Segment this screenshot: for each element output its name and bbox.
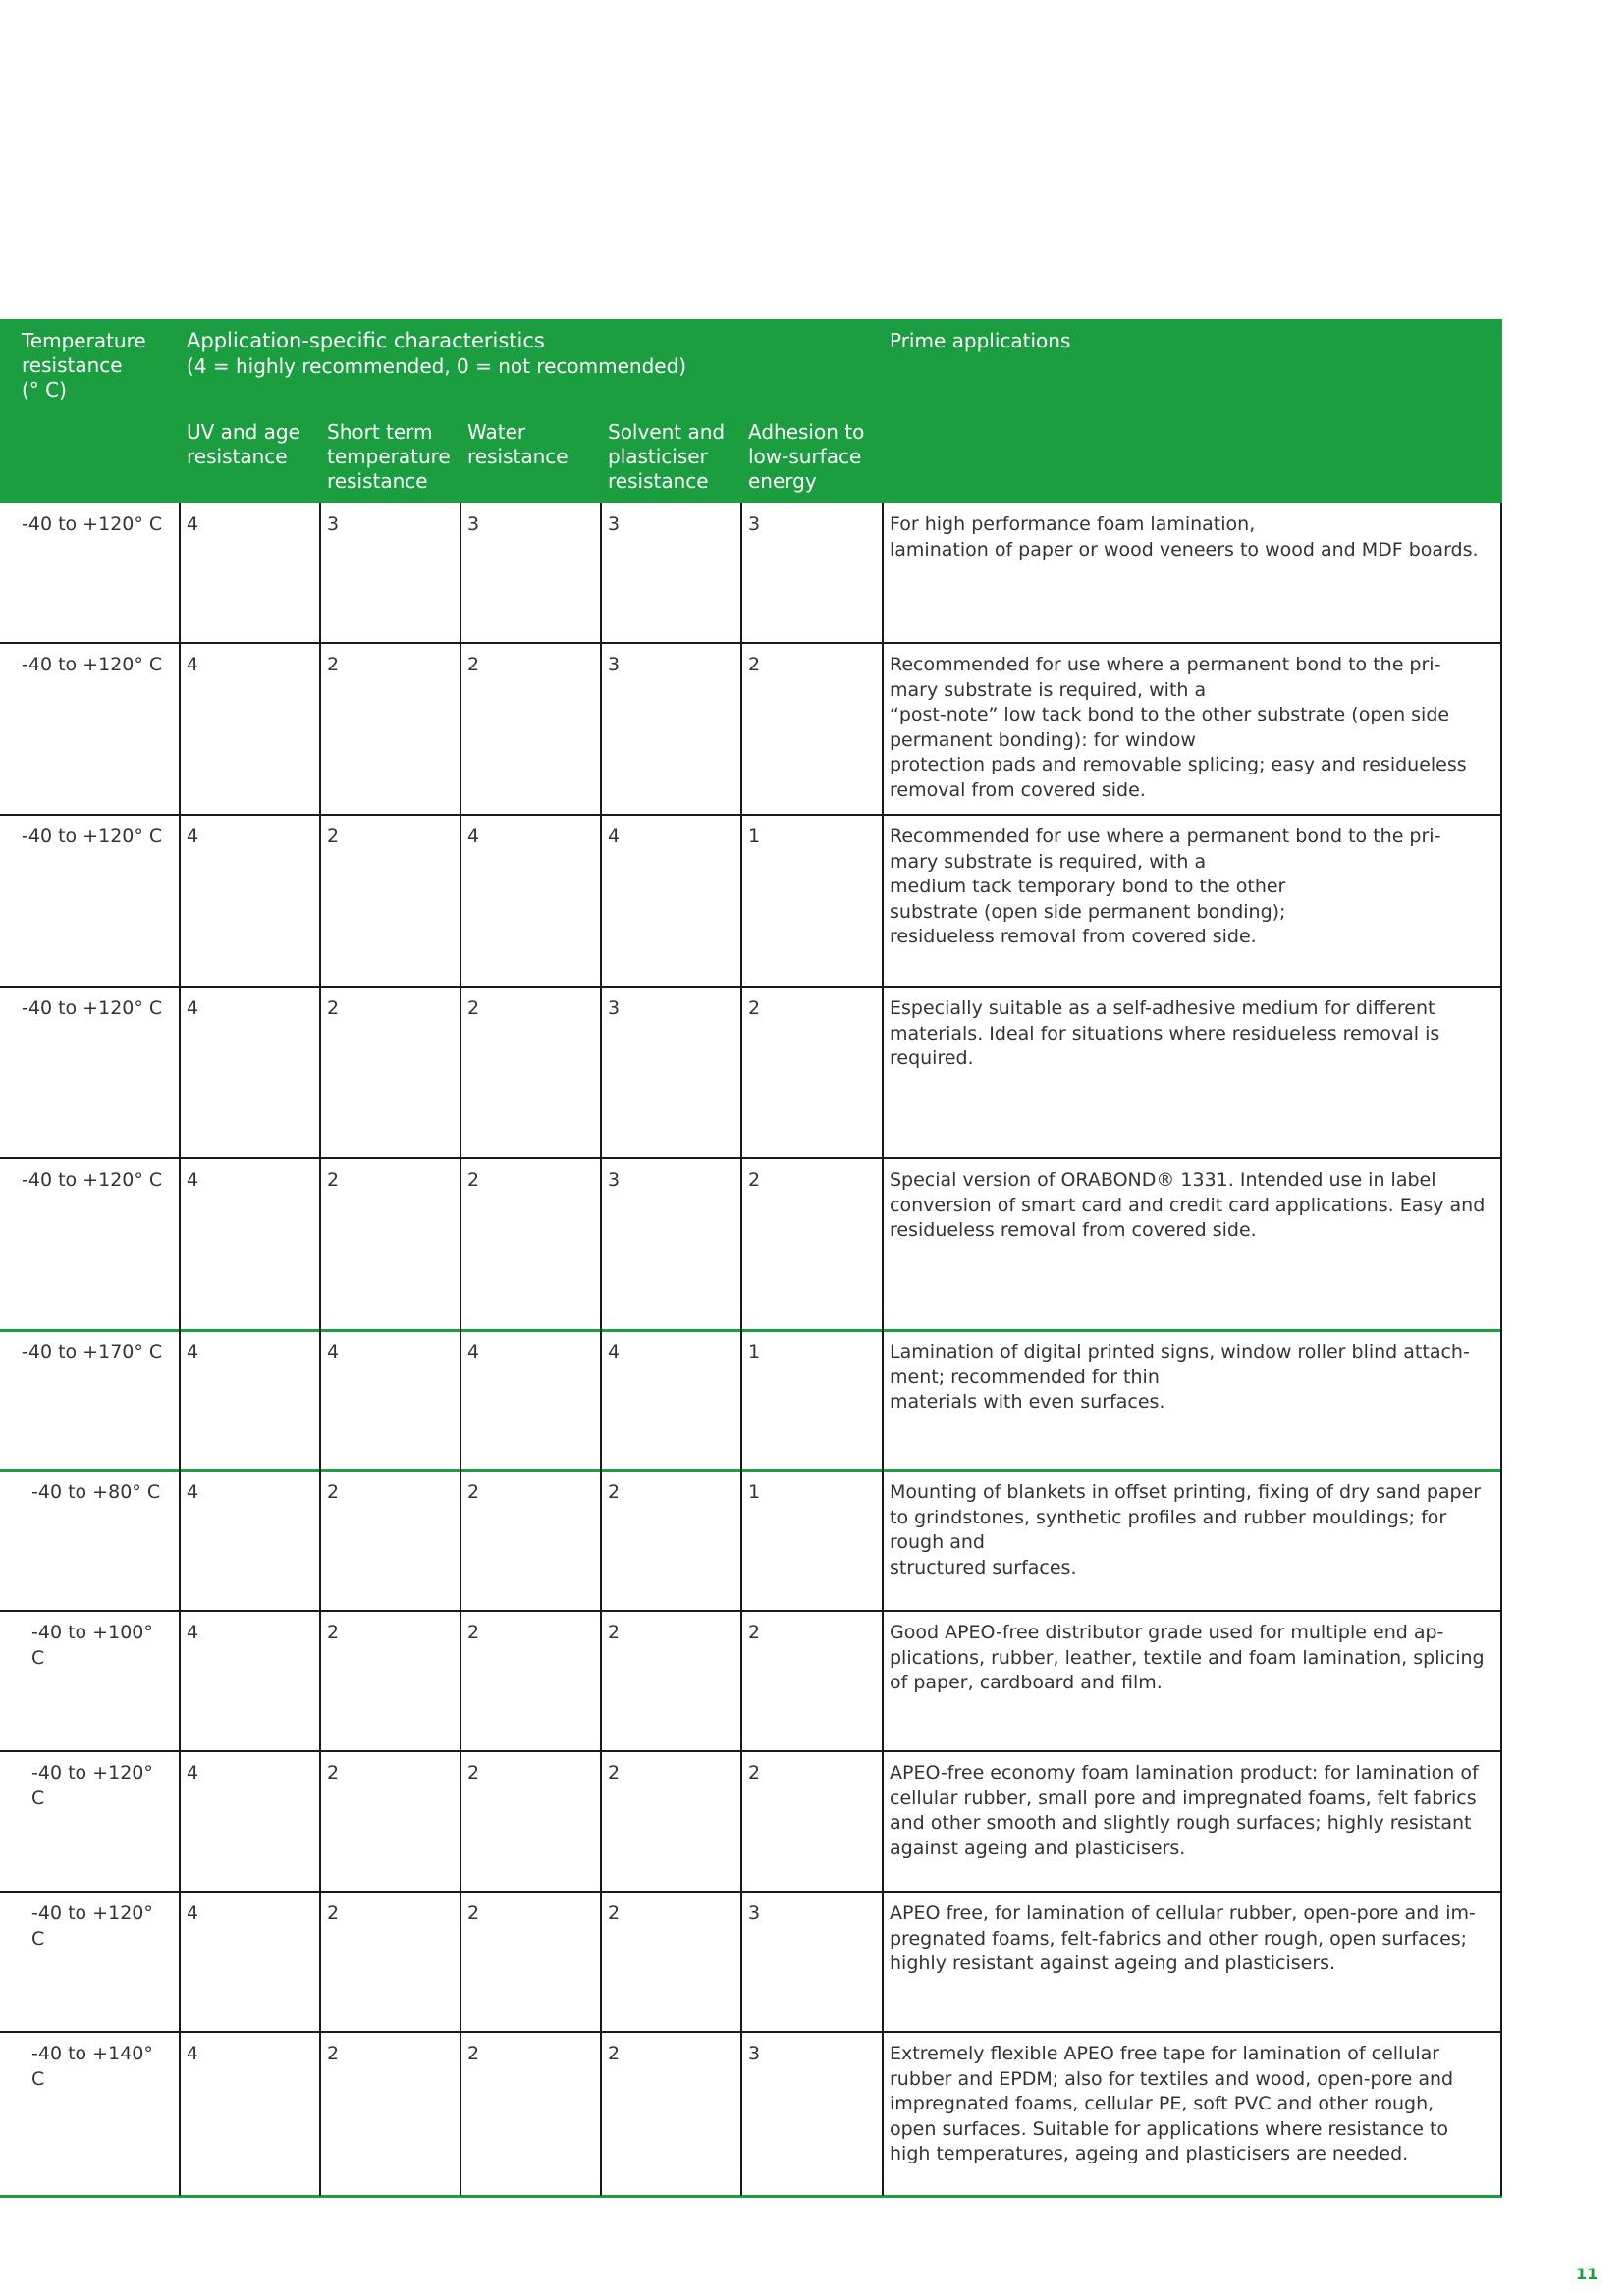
cell-uv: 4	[187, 826, 199, 847]
cell-solvent: 4	[608, 1341, 621, 1362]
cell-uv: 4	[187, 1341, 199, 1362]
column-divider	[319, 503, 321, 2196]
row-divider	[0, 1469, 1502, 1472]
table-row	[0, 1470, 1502, 1611]
cell-uv: 4	[187, 654, 199, 675]
cell-water: 2	[467, 1169, 480, 1191]
column-divider	[460, 503, 461, 2196]
cell-short-term: 2	[327, 654, 340, 675]
cell-uv: 4	[187, 997, 199, 1019]
cell-solvent: 2	[608, 2043, 621, 2064]
header-prime: Prime applications	[890, 329, 1071, 352]
cell-solvent: 4	[608, 826, 621, 847]
cell-prime-application: Special version of ORABOND® 1331. Intended use in label conversion of smart card and credit card applications. Easy and residueless removal from covered side.	[890, 1169, 1486, 1241]
cell-prime-application: Lamination of digital printed signs, window roller blind attach- ment; recommended for thin materials with even surfaces.	[890, 1341, 1470, 1413]
cell-solvent: 2	[608, 1622, 621, 1643]
cell-adhesion: 1	[748, 1341, 761, 1362]
cell-short-term: 2	[327, 1622, 340, 1643]
cell-water: 2	[467, 1481, 480, 1503]
table-row	[0, 643, 1502, 815]
cell-adhesion: 3	[748, 513, 761, 535]
row-divider	[0, 2031, 1502, 2033]
cell-water: 3	[467, 513, 480, 535]
cell-temperature: -40 to +170° C	[22, 1341, 163, 1362]
cell-prime-application: Especially suitable as a self-adhesive medium for different materials. Ideal for situations where residueless removal is required.	[890, 997, 1440, 1069]
cell-adhesion: 3	[748, 1902, 761, 1924]
cell-temperature: -40 to +120° C	[22, 1169, 163, 1191]
cell-prime-application: APEO-free economy foam lamination product: for lamination of cellular rubber, small pore and impregnated foams, felt fabrics and other smooth and slightly rough surfaces; highly resistant against ageing and plasticisers.	[890, 1762, 1479, 1859]
cell-adhesion: 2	[748, 997, 761, 1019]
cell-temperature: -40 to +140° C	[31, 2043, 153, 2090]
column-divider	[882, 503, 884, 2196]
cell-temperature: -40 to +120° C	[22, 826, 163, 847]
table-row	[0, 1330, 1502, 1470]
cell-adhesion: 2	[748, 1622, 761, 1643]
cell-prime-application: Mounting of blankets in offset printing, fixing of dry sand paper to grindstones, synthetic profiles and rubber mouldings; for rough and structured surfaces.	[890, 1481, 1482, 1578]
page-number: 11	[1576, 2265, 1598, 2283]
row-divider	[0, 986, 1502, 988]
cell-solvent: 2	[608, 1762, 621, 1784]
cell-short-term: 2	[327, 826, 340, 847]
cell-solvent: 3	[608, 654, 621, 675]
cell-uv: 4	[187, 1622, 199, 1643]
row-divider	[0, 814, 1502, 816]
row-divider	[0, 1329, 1502, 1332]
cell-short-term: 2	[327, 1902, 340, 1924]
column-divider	[600, 503, 602, 2196]
table-row	[0, 2032, 1502, 2196]
cell-temperature: -40 to +80° C	[31, 1481, 161, 1503]
characteristics-table	[0, 319, 1502, 2205]
header-group-note: (4 = highly recommended, 0 = not recommended)	[187, 354, 687, 378]
cell-short-term: 2	[327, 1481, 340, 1503]
header-water: Water resistance	[467, 420, 568, 468]
cell-solvent: 3	[608, 1169, 621, 1191]
header-temperature: Temperature resistance (° C)	[22, 329, 146, 401]
table-row	[0, 1892, 1502, 2032]
row-divider	[0, 1157, 1502, 1159]
cell-water: 2	[467, 1762, 480, 1784]
cell-short-term: 2	[327, 997, 340, 1019]
column-divider	[1500, 503, 1502, 2196]
cell-short-term: 4	[327, 1341, 340, 1362]
cell-short-term: 3	[327, 513, 340, 535]
cell-uv: 4	[187, 1762, 199, 1784]
cell-temperature: -40 to +100° C	[31, 1622, 153, 1669]
cell-solvent: 3	[608, 997, 621, 1019]
cell-water: 2	[467, 654, 480, 675]
header-group-title: Application-specific characteristics	[187, 329, 545, 352]
cell-prime-application: APEO free, for lamination of cellular rubber, open-pore and im- pregnated foams, felt-fabrics and other rough, open surfaces; highly resistant against ageing and plasticisers.	[890, 1902, 1476, 1974]
table-row	[0, 815, 1502, 987]
cell-prime-application: Good APEO-free distributor grade used for multiple end ap- plications, rubber, leather, textile and foam lamination, splicing of paper, cardboard and film.	[890, 1622, 1485, 1693]
cell-adhesion: 2	[748, 1762, 761, 1784]
header-solvent: Solvent and plasticiser resistance	[608, 420, 726, 493]
header-short-term: Short term temperature resistance	[327, 420, 451, 493]
cell-temperature: -40 to +120° C	[22, 513, 163, 535]
cell-water: 2	[467, 2043, 480, 2064]
cell-temperature: -40 to +120° C	[31, 1762, 153, 1809]
cell-uv: 4	[187, 1481, 199, 1503]
table-row	[0, 1751, 1502, 1892]
cell-water: 2	[467, 997, 480, 1019]
cell-water: 2	[467, 1902, 480, 1924]
cell-solvent: 2	[608, 1481, 621, 1503]
header-uv: UV and age resistance	[187, 420, 300, 468]
cell-prime-application: Extremely flexible APEO free tape for lamination of cellular rubber and EPDM; also for textiles and wood, open-pore and impregnated foams, cellular PE, soft PVC and other rough, open surfaces. Suitable for applications where resistance to high temperatures, ageing and plasticisers are needed.	[890, 2043, 1454, 2164]
cell-short-term: 2	[327, 1169, 340, 1191]
cell-short-term: 2	[327, 1762, 340, 1784]
cell-adhesion: 1	[748, 826, 761, 847]
cell-water: 4	[467, 1341, 480, 1362]
table-row	[0, 987, 1502, 1158]
column-divider	[740, 503, 742, 2196]
cell-prime-application: For high performance foam lamination, lamination of paper or wood veneers to wood and MDF boards.	[890, 513, 1479, 561]
cell-adhesion: 2	[748, 654, 761, 675]
cell-prime-application: Recommended for use where a permanent bond to the pri- mary substrate is required, with a “post-note” low tack bond to the other substrate (open side permanent bonding): for window protection pads and removable splicing; easy and residueless removal from covered side.	[890, 654, 1467, 801]
cell-prime-application: Recommended for use where a permanent bond to the pri- mary substrate is required, with a medium tack temporary bond to the other substrate (open side permanent bonding); residueless removal from covered side.	[890, 826, 1441, 947]
column-divider	[179, 503, 181, 2196]
table-header	[0, 319, 1502, 503]
table-row	[0, 1611, 1502, 1751]
cell-solvent: 3	[608, 513, 621, 535]
row-divider	[0, 1750, 1502, 1752]
cell-adhesion: 3	[748, 2043, 761, 2064]
cell-temperature: -40 to +120° C	[31, 1902, 153, 1949]
cell-adhesion: 1	[748, 1481, 761, 1503]
cell-temperature: -40 to +120° C	[22, 654, 163, 675]
cell-uv: 4	[187, 1902, 199, 1924]
cell-solvent: 2	[608, 1902, 621, 1924]
cell-water: 2	[467, 1622, 480, 1643]
cell-uv: 4	[187, 513, 199, 535]
cell-adhesion: 2	[748, 1169, 761, 1191]
table-row	[0, 503, 1502, 643]
cell-water: 4	[467, 826, 480, 847]
row-divider	[0, 1610, 1502, 1612]
table-row	[0, 1158, 1502, 1330]
cell-uv: 4	[187, 1169, 199, 1191]
cell-short-term: 2	[327, 2043, 340, 2064]
cell-temperature: -40 to +120° C	[22, 997, 163, 1019]
row-divider	[0, 1891, 1502, 1893]
cell-uv: 4	[187, 2043, 199, 2064]
row-divider	[0, 2195, 1502, 2198]
header-adhesion: Adhesion to low-surface energy	[748, 420, 865, 493]
row-divider	[0, 642, 1502, 644]
